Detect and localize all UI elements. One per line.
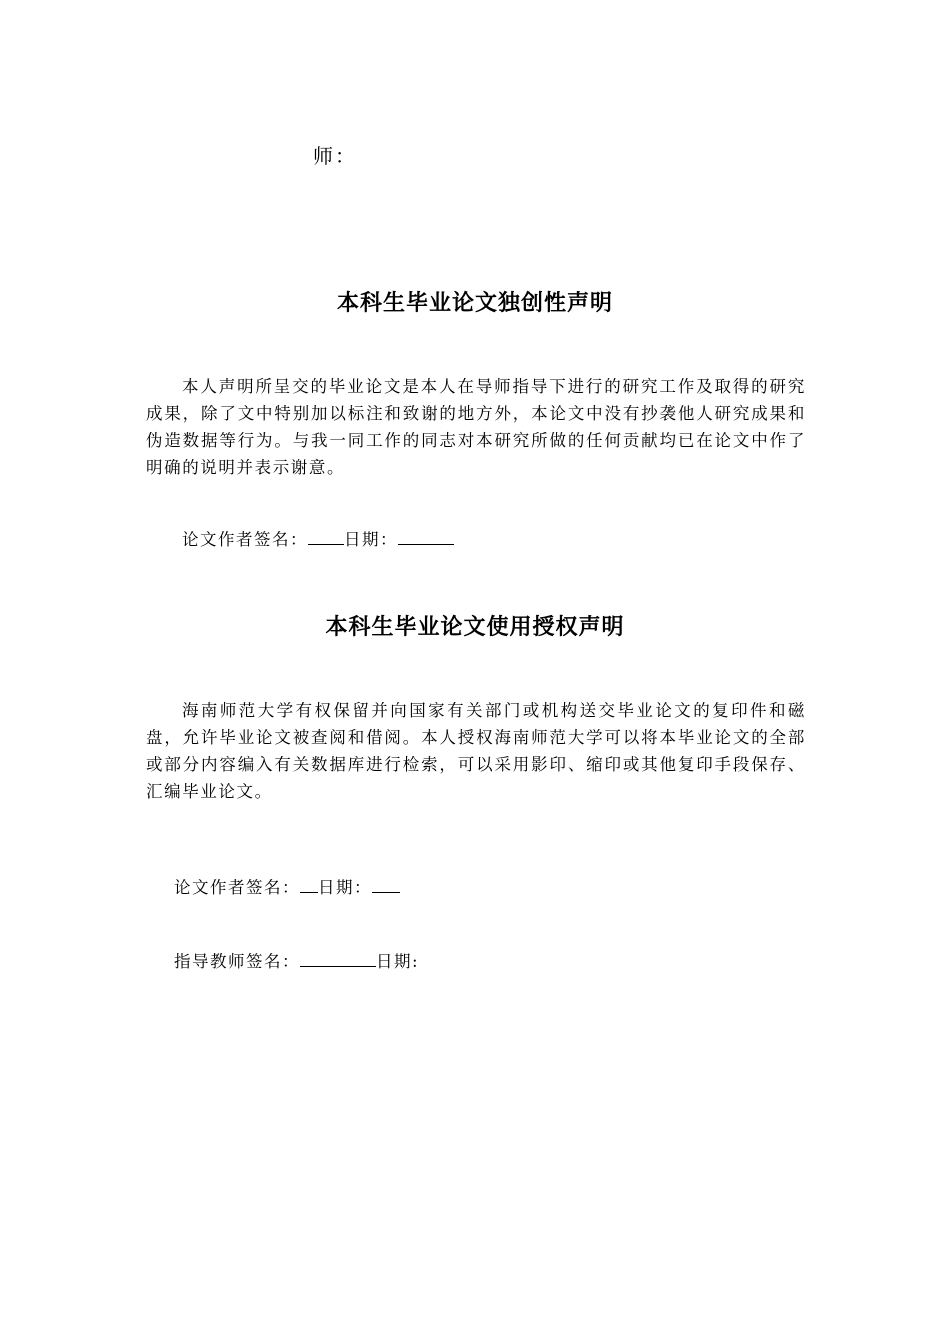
originality-signature-line bbox=[182, 526, 454, 550]
author-signature-blank[interactable] bbox=[300, 878, 318, 893]
authorization-declaration-body: 海南师范大学有权保留并向国家有关部门或机构送交毕业论文的复印件和磁盘，允许毕业论文被查阅和借阅。本人授权海南师范大学可以将本毕业论文的全部或部分内容编入有关数据库进行检索，可以采用影印、缩印或其他复印手段保存、汇编毕业论文。 bbox=[146, 701, 806, 801]
author-signature-label: 论文作者签名： bbox=[182, 530, 308, 549]
date-label: 日期： bbox=[344, 530, 398, 549]
authorization-declaration-title: 本科生毕业论文使用授权声明 bbox=[325, 615, 625, 640]
authorization-author-signature-line bbox=[174, 874, 400, 898]
date-label: 日期： bbox=[318, 878, 372, 897]
advisor-date-label: 日期: bbox=[376, 952, 420, 971]
author-signature-blank[interactable] bbox=[308, 530, 344, 545]
advisor-signature-blank[interactable] bbox=[300, 952, 376, 967]
advisor-signature-line bbox=[174, 948, 419, 972]
advisor-label-fragment: 师： bbox=[313, 144, 357, 168]
date-blank[interactable] bbox=[398, 530, 454, 545]
advisor-signature-label: 指导教师签名： bbox=[174, 952, 300, 971]
date-blank[interactable] bbox=[372, 878, 400, 893]
originality-declaration-body: 本人声明所呈交的毕业论文是本人在导师指导下进行的研究工作及取得的研究成果，除了文中特别加以标注和致谢的地方外，本论文中没有抄袭他人研究成果和伪造数据等行为。与我一同工作的同志对本研究所做的任何贡献均已在论文中作了明确的说明并表示谢意。 bbox=[146, 377, 806, 477]
author-signature-label: 论文作者签名： bbox=[174, 878, 300, 897]
originality-declaration-title: 本科生毕业论文独创性声明 bbox=[336, 291, 613, 316]
